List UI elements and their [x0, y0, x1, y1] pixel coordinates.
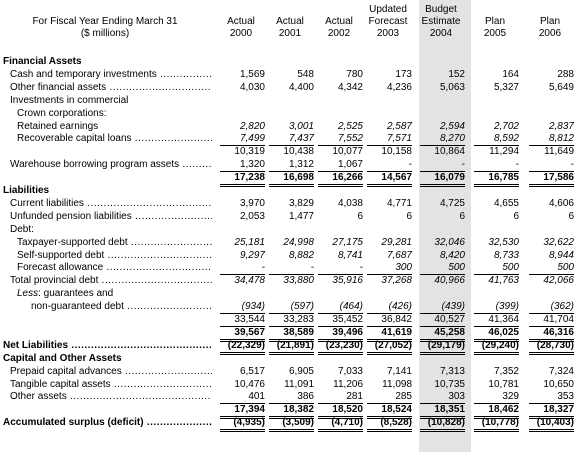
table-row [0, 145, 580, 158]
cell-value: 17,586 [543, 172, 574, 184]
row-label-text: : guarantees and [38, 288, 114, 300]
row-label [10, 210, 212, 223]
double-underline [269, 429, 314, 432]
cell-value: 32,530 [488, 236, 519, 248]
cell-value: 8,741 [337, 249, 363, 261]
column-header-2006 [525, 4, 575, 40]
double-underline [474, 429, 519, 432]
cell-value: 6 [568, 210, 574, 222]
cell-value: 10,158 [381, 146, 412, 158]
table-row [0, 223, 580, 236]
column-header-line: 2002 [327, 28, 351, 39]
row-label [3, 55, 212, 68]
row-label [17, 261, 212, 274]
cell-value: 401 [248, 391, 265, 403]
cell-value: (28,730) [536, 339, 574, 351]
row-label [10, 378, 212, 391]
cell-value: (10,778) [481, 417, 519, 429]
column-header-line: Budget [425, 4, 457, 15]
table-title: For Fiscal Year Ending March 31 [32, 16, 178, 27]
row-label-text: Liabilities [3, 185, 50, 196]
table-row [0, 236, 580, 249]
cell-value: 33,283 [283, 314, 314, 325]
cell-value: 11,649 [544, 146, 574, 158]
cell-value: (10,403) [536, 417, 574, 429]
row-label-text: Net Liabilities [3, 339, 69, 351]
cell-value: 41,619 [381, 326, 412, 338]
cell-value: 3,970 [239, 197, 265, 209]
double-underline [367, 429, 412, 432]
cell-value: 3,001 [288, 120, 314, 132]
double-underline [318, 429, 363, 432]
table-row [0, 326, 580, 339]
cell-value: 45,258 [434, 326, 465, 338]
cell-value: 353 [557, 391, 574, 403]
column-header-line: 2001 [278, 28, 302, 39]
row-label-text: Self-supported debt [17, 249, 105, 261]
table-row [0, 403, 580, 416]
row-label [10, 94, 212, 107]
cell-value: 8,944 [548, 249, 574, 261]
cell-value: 18,327 [543, 404, 574, 416]
cell-value: 18,382 [283, 404, 314, 416]
cell-value: (362) [550, 301, 574, 313]
column-header-line: Actual [227, 16, 255, 27]
cell-value: 2,594 [439, 120, 465, 132]
cell-value: 10,864 [434, 146, 465, 158]
row-label-text: Financial Assets [3, 56, 82, 67]
table-row [0, 261, 580, 274]
row-label [10, 197, 212, 210]
cell-value: 35,916 [332, 275, 363, 287]
column-header-line [525, 4, 575, 16]
cell-value: 6 [459, 210, 465, 222]
cell-value: 4,030 [239, 81, 265, 93]
section-row [0, 184, 580, 197]
column-header-line: Plan [484, 16, 505, 27]
cell-value: 281 [346, 391, 363, 403]
table-row [0, 120, 580, 133]
cell-value: 40,527 [434, 314, 465, 325]
cell-value: 8,270 [439, 133, 465, 145]
table-row [0, 274, 580, 287]
column-header-2004 [416, 4, 466, 40]
row-label-text: Other financial assets [10, 81, 107, 93]
cell-value: (464) [339, 301, 363, 313]
cell-value: (426) [388, 301, 412, 313]
row-label-text: Unfunded pension liabilities [10, 210, 132, 222]
cell-value: 8,420 [439, 249, 465, 261]
column-header-2003 [363, 4, 413, 40]
cell-value: - [359, 262, 363, 274]
cell-value: 10,735 [434, 378, 465, 390]
cell-value: 7,571 [386, 133, 412, 145]
cell-value: (3,509) [282, 417, 314, 429]
section-row [0, 55, 580, 68]
cell-value: - [261, 262, 265, 274]
row-label-text: Prepaid capital advances [10, 365, 122, 377]
row-label [10, 365, 212, 378]
row-label-text: Crown corporations: [17, 107, 107, 119]
cell-value: 8,733 [493, 249, 519, 261]
cell-value: 33,880 [283, 275, 314, 287]
cell-value: 386 [297, 391, 314, 403]
cell-value: (29,240) [481, 339, 519, 351]
cell-value: 4,725 [439, 197, 465, 209]
table-row [0, 378, 580, 391]
row-label [10, 223, 212, 236]
row-label-text: Debt: [10, 223, 34, 235]
row-label-text: Total provincial debt [10, 275, 99, 287]
column-header-line: 2003 [376, 28, 400, 39]
table-row [0, 68, 580, 81]
column-header-line [216, 4, 266, 16]
cell-value: 329 [502, 391, 519, 403]
row-label [3, 352, 212, 365]
cell-value: 500 [557, 262, 574, 274]
cell-value: 40,966 [434, 275, 465, 287]
cell-value: 2,587 [386, 120, 412, 132]
table-row [0, 210, 580, 223]
table-row [0, 158, 580, 171]
cell-value: 35,452 [332, 314, 363, 325]
cell-value: 4,771 [386, 197, 412, 209]
cell-value: 17,238 [234, 172, 265, 184]
cell-value: 5,327 [493, 81, 519, 93]
cell-value: 11,091 [284, 378, 314, 390]
column-header-line: Updated [369, 4, 407, 15]
cell-value: 500 [502, 262, 519, 274]
cell-value: 10,650 [543, 378, 574, 390]
cell-value: 3,829 [288, 197, 314, 209]
cell-value: 17,394 [234, 404, 265, 416]
cell-value: 285 [395, 391, 412, 403]
row-label [17, 132, 212, 145]
cell-value: 18,351 [434, 404, 465, 416]
cell-value: 7,352 [493, 365, 519, 377]
row-label-text: Accumulated surplus (deficit) [3, 417, 144, 429]
row-label-text: Recoverable capital loans [17, 133, 132, 145]
cell-value: 7,499 [239, 133, 265, 145]
cell-value: 8,882 [288, 249, 314, 261]
cell-value: 5,649 [548, 81, 574, 93]
cell-value: 18,524 [381, 404, 412, 416]
row-label-text: Tangible capital assets [10, 378, 111, 390]
double-underline [529, 429, 574, 432]
cell-value: (597) [290, 301, 314, 313]
column-header-line: Estimate [421, 16, 461, 27]
table-row [0, 365, 580, 378]
cell-value: 27,175 [332, 236, 363, 248]
cell-value: (8,528) [380, 417, 412, 429]
cell-value: 18,520 [332, 404, 363, 416]
cell-value: 1,312 [288, 159, 314, 171]
table-row [0, 171, 580, 184]
column-header-line: Actual [276, 16, 304, 27]
table-units: ($ millions) [80, 28, 130, 39]
cell-value: (10,828) [427, 417, 465, 429]
cell-value: 152 [448, 68, 465, 80]
column-header-line: 2004 [429, 28, 453, 39]
row-label-text: Other assets [10, 391, 67, 403]
row-label-text: non-guaranteed debt [31, 301, 124, 313]
cell-value: (21,891) [276, 339, 314, 351]
section-row [0, 416, 580, 429]
cell-value: (439) [441, 301, 465, 313]
cell-value: 18,462 [488, 404, 519, 416]
cell-value: 32,622 [543, 236, 574, 248]
cell-value: 4,342 [337, 81, 363, 93]
cell-value: 36,842 [381, 314, 412, 325]
cell-value: 10,077 [332, 146, 363, 158]
row-label-prefix: Less [17, 288, 39, 300]
cell-value: 7,141 [386, 365, 412, 377]
row-label [10, 68, 212, 81]
column-header-line: Actual [325, 16, 353, 27]
cell-value: 16,266 [332, 172, 363, 184]
cell-value: 8,592 [493, 133, 519, 145]
cell-value: 34,478 [234, 275, 265, 287]
row-label [3, 184, 212, 197]
column-header-line [265, 4, 315, 16]
cell-value: 32,046 [434, 236, 465, 248]
cell-value: (29,179) [427, 339, 465, 351]
cell-value: 8,812 [548, 133, 574, 145]
row-label-text: Current liabilities [10, 197, 84, 209]
cell-value: 37,268 [381, 275, 412, 287]
cell-value: 24,998 [283, 236, 314, 248]
table-row [0, 81, 580, 94]
cell-value: 2,053 [239, 210, 265, 222]
cell-value: 41,364 [488, 314, 519, 325]
cell-value: 33,544 [234, 314, 265, 325]
table-row [0, 249, 580, 262]
cell-value: 4,236 [386, 81, 412, 93]
section-row [0, 339, 580, 352]
cell-value: 25,181 [234, 236, 265, 248]
table-row [0, 390, 580, 403]
row-label [17, 249, 212, 262]
row-label-text: Forecast allowance [17, 262, 104, 274]
section-row [0, 352, 580, 365]
cell-value: - [515, 159, 519, 171]
cell-value: 16,698 [283, 172, 314, 184]
cell-value: - [408, 159, 412, 171]
row-label [10, 274, 212, 287]
row-label [17, 107, 212, 120]
double-underline [220, 429, 265, 432]
table-row [0, 300, 580, 313]
row-label [10, 158, 212, 171]
cell-value: 2,837 [548, 120, 574, 132]
column-header-2001 [265, 4, 315, 40]
cell-value: 7,552 [337, 133, 363, 145]
column-header-2005 [470, 4, 520, 40]
cell-value: 16,785 [488, 172, 519, 184]
cell-value: 303 [448, 391, 465, 403]
cell-value: 38,589 [283, 326, 314, 338]
cell-value: - [461, 159, 465, 171]
cell-value: 4,606 [548, 197, 574, 209]
column-header-2000 [216, 4, 266, 40]
cell-value: 46,316 [543, 326, 574, 338]
cell-value: 10,319 [234, 146, 265, 158]
column-header-line: 2000 [229, 28, 253, 39]
cell-value: 500 [448, 262, 465, 274]
cell-value: 7,324 [548, 365, 574, 377]
cell-value: 6 [513, 210, 519, 222]
cell-value: 9,297 [239, 249, 265, 261]
cell-value: 10,476 [234, 378, 265, 390]
table-row [0, 287, 580, 300]
cell-value: 1,320 [239, 159, 265, 171]
column-header-line: Plan [539, 16, 560, 27]
cell-value: (4,935) [233, 417, 265, 429]
cell-value: 2,525 [337, 120, 363, 132]
cell-value: 11,206 [333, 378, 363, 390]
cell-value: 7,033 [337, 365, 363, 377]
cell-value: 10,781 [488, 378, 519, 390]
table-row [0, 313, 580, 326]
cell-value: 2,702 [493, 120, 519, 132]
cell-value: 7,687 [386, 249, 412, 261]
cell-value: 41,704 [543, 314, 574, 325]
cell-value: 5,063 [439, 81, 465, 93]
cell-value: 16,079 [434, 172, 465, 184]
cell-value: 39,496 [332, 326, 363, 338]
cell-value: (27,052) [374, 339, 412, 351]
cell-value: 300 [395, 262, 412, 274]
table-row [0, 197, 580, 210]
cell-value: 1,477 [288, 210, 314, 222]
row-label [17, 120, 212, 133]
cell-value: 42,066 [543, 275, 574, 287]
cell-value: 6,905 [288, 365, 314, 377]
cell-value: 2,820 [239, 120, 265, 132]
double-underline [420, 429, 465, 432]
cell-value: 11,098 [382, 378, 412, 390]
cell-value: (4,710) [331, 417, 363, 429]
table-row [0, 107, 580, 120]
cell-value: - [570, 159, 574, 171]
cell-value: 164 [502, 68, 519, 80]
cell-value: 10,438 [283, 146, 314, 158]
row-label [17, 287, 212, 300]
row-label-text: Retained earnings [17, 120, 99, 132]
cell-value: 4,038 [337, 197, 363, 209]
cell-value: (399) [495, 301, 519, 313]
cell-value: (22,329) [227, 339, 265, 351]
cell-value: 4,400 [288, 81, 314, 93]
cell-value: 39,567 [234, 326, 265, 338]
cell-value: 288 [557, 68, 574, 80]
table-row [0, 132, 580, 145]
row-label [17, 236, 212, 249]
column-header-line [314, 4, 364, 16]
cell-value: 173 [395, 68, 412, 80]
row-label [3, 416, 212, 429]
cell-value: 6,517 [239, 365, 265, 377]
row-label-text: Taxpayer-supported debt [17, 236, 128, 248]
cell-value: 780 [346, 68, 363, 80]
row-label-text: Investments in commercial [10, 94, 129, 106]
row-label [31, 300, 212, 313]
table-row [0, 94, 580, 107]
column-header-line: Forecast [368, 16, 408, 27]
column-header-line: 2006 [538, 28, 562, 39]
cell-value: 4,655 [493, 197, 519, 209]
row-label [3, 339, 212, 352]
column-header-2002 [314, 4, 364, 40]
cell-value: 548 [297, 68, 314, 80]
cell-value: (23,230) [325, 339, 363, 351]
cell-value: 41,763 [488, 275, 519, 287]
cell-value: 1,067 [337, 159, 363, 171]
cell-value: 14,567 [381, 172, 412, 184]
cell-value: 29,281 [381, 236, 412, 248]
cell-value: 7,313 [439, 365, 465, 377]
cell-value: 1,569 [239, 68, 265, 80]
column-header-line: 2005 [483, 28, 507, 39]
cell-value: 7,437 [288, 133, 314, 145]
row-label [10, 81, 212, 94]
cell-value: (934) [241, 301, 265, 313]
row-label-text: Capital and Other Assets [3, 352, 122, 364]
cell-value: - [310, 262, 314, 274]
row-label [10, 390, 212, 403]
cell-value: 11,294 [489, 146, 519, 158]
row-label-text: Cash and temporary investments [10, 68, 157, 80]
cell-value: 6 [357, 210, 363, 222]
cell-value: 46,025 [488, 326, 519, 338]
row-label-text: Warehouse borrowing program assets [10, 159, 180, 171]
cell-value: 6 [406, 210, 412, 222]
column-header-line [470, 4, 520, 16]
